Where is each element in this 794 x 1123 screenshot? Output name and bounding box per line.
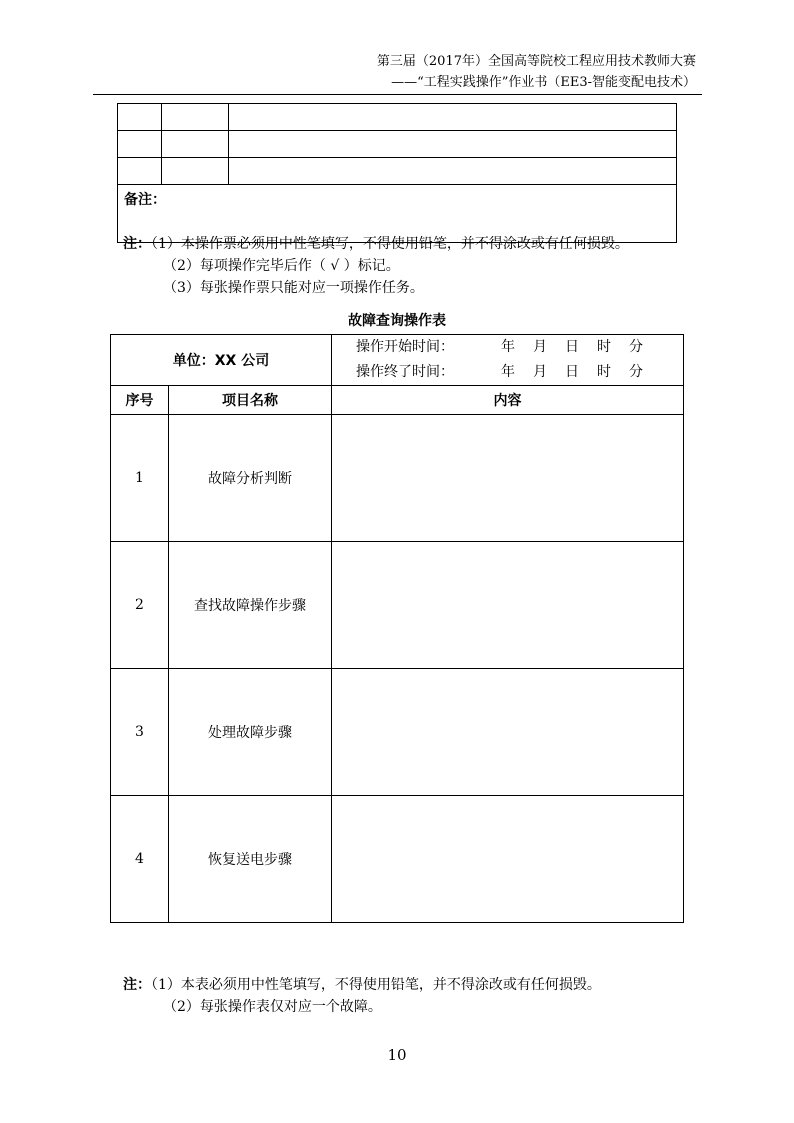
row-number: 1: [111, 415, 169, 542]
remark-label: 备注：: [124, 192, 166, 208]
unit-hour: 时: [597, 364, 611, 380]
row-number: 3: [111, 669, 169, 796]
table-header-row: [111, 386, 684, 415]
time-cell: [332, 335, 684, 386]
note-text: （3）每张操作票只能对应一项操作任务。: [163, 280, 424, 296]
table-cell: [162, 158, 229, 185]
note-text: （1）本表必须用中性笔填写，不得使用铅笔，并不得涂改或有任何损毁。: [151, 977, 601, 993]
row-content: [332, 415, 684, 542]
fault-table-title: 故障查询操作表: [348, 313, 446, 329]
unit-year: 年: [501, 364, 515, 380]
note-text: （1）本操作票必须用中性笔填写，不得使用铅笔，并不得涂改或有任何损毁。: [151, 236, 629, 252]
page-number: 10: [387, 1046, 407, 1064]
note-text: （2）每张操作表仅对应一个故障。: [163, 999, 382, 1015]
unit-year: 年: [501, 339, 515, 355]
table-cell: [229, 158, 677, 185]
table-cell: [118, 158, 162, 185]
row-content: [332, 669, 684, 796]
column-header: 项目名称: [169, 386, 332, 415]
header-rule: [93, 94, 702, 95]
note-line: [123, 974, 601, 996]
fault-query-table: [110, 334, 684, 923]
row-content: [332, 542, 684, 669]
row-number: 4: [111, 796, 169, 923]
unit-hour: 时: [597, 339, 611, 355]
table-cell: [118, 131, 162, 158]
notes-operation-ticket: [123, 233, 629, 299]
note-text: （2）每项操作完毕后作（ √ ）标记。: [163, 258, 400, 274]
unit-cell: 单位：XX 公司: [111, 335, 332, 386]
row-number: 2: [111, 542, 169, 669]
start-time-line: [356, 335, 683, 360]
start-time-label: 操作开始时间：: [356, 339, 454, 355]
unit-day: 日: [565, 339, 579, 355]
table-cell: [229, 131, 677, 158]
end-time-label: 操作终了时间：: [356, 364, 454, 380]
table-row: [118, 104, 677, 131]
row-item-name: 故障分析判断: [169, 415, 332, 542]
note-label: 注：: [123, 236, 151, 252]
operation-ticket-table-tail: [117, 103, 677, 243]
row-item-name: 处理故障步骤: [169, 669, 332, 796]
table-cell: [162, 131, 229, 158]
column-header: 序号: [111, 386, 169, 415]
unit-minute: 分: [629, 364, 643, 380]
row-item-name: 查找故障操作步骤: [169, 542, 332, 669]
table-cell: [118, 104, 162, 131]
unit-month: 月: [533, 339, 547, 355]
unit-month: 月: [533, 364, 547, 380]
header-title: 第三届（2017年）全国高等院校工程应用技术教师大赛: [376, 54, 696, 69]
note-line: [123, 233, 629, 255]
table-row: [118, 131, 677, 158]
unit-day: 日: [565, 364, 579, 380]
table-row: [111, 542, 684, 669]
note-label: 注：: [123, 977, 151, 993]
end-time-line: [356, 360, 683, 385]
row-item-name: 恢复送电步骤: [169, 796, 332, 923]
table-cell: [229, 104, 677, 131]
notes-fault-table: [123, 974, 601, 1018]
table-row: [111, 669, 684, 796]
table-cell: [162, 104, 229, 131]
table-row: [111, 796, 684, 923]
row-content: [332, 796, 684, 923]
table-row: [111, 335, 684, 386]
time-units: [501, 335, 661, 360]
table-row: [111, 415, 684, 542]
time-units: [501, 360, 661, 385]
unit-minute: 分: [629, 339, 643, 355]
table-row: [118, 158, 677, 185]
column-header: 内容: [332, 386, 684, 415]
header-subtitle: ——“工程实践操作”作业书（EE3-智能变配电技术）: [391, 75, 696, 90]
